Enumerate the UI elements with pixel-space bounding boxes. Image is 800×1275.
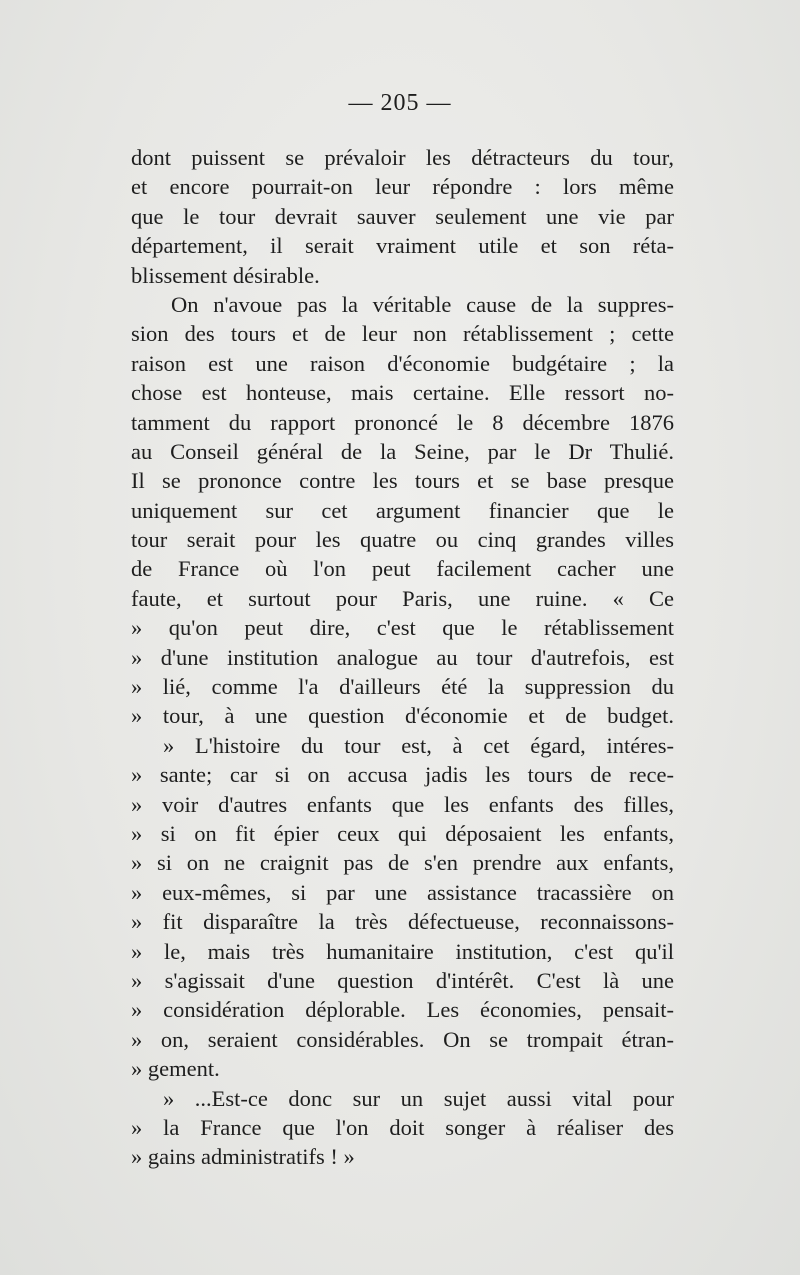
text-line: » gement. bbox=[131, 1056, 220, 1082]
text-line: » sante; car si on accusa jadis les tours de rece- bbox=[131, 762, 674, 788]
text-line: » fit disparaître la très défectueuse, reconnaissons- bbox=[131, 909, 674, 935]
text-line: uniquement sur cet argument financier que le bbox=[131, 497, 674, 523]
text-line: » eux-mêmes, si par une assistance tracassière on bbox=[131, 879, 674, 905]
text-line: » si on fit épier ceux qui déposaient les enfants, bbox=[131, 820, 674, 846]
text-line: sion des tours et de leur non rétablissement ; cette bbox=[131, 321, 674, 347]
page-number: — 205 — bbox=[348, 90, 452, 116]
text-line: » ...Est-ce donc sur un sujet aussi vital pour bbox=[163, 1085, 674, 1111]
text-line: » on, seraient considérables. On se trompait étran- bbox=[131, 1026, 674, 1052]
text-line: » lié, comme l'a d'ailleurs été la suppression du bbox=[131, 674, 674, 700]
text-line: » la France que l'on doit songer à réaliser des bbox=[131, 1114, 674, 1140]
text-line: » L'histoire du tour est, à cet égard, intéres- bbox=[163, 732, 674, 758]
text-line: » tour, à une question d'économie et de budget. bbox=[131, 703, 674, 729]
text-line: » qu'on peut dire, c'est que le rétablissement bbox=[131, 615, 674, 641]
body-text bbox=[131, 143, 674, 1172]
text-line: raison est une raison d'économie budgétaire ; la bbox=[131, 350, 674, 376]
text-line: » d'une institution analogue au tour d'autrefois, est bbox=[131, 644, 674, 670]
text-line: » si on ne craignit pas de s'en prendre aux enfants, bbox=[131, 850, 674, 876]
text-line: tamment du rapport prononcé le 8 décembre 1876 bbox=[131, 409, 674, 435]
text-line: » considération déplorable. Les économies, pensait- bbox=[131, 997, 674, 1023]
text-line: » s'agissait d'une question d'intérêt. C'est là une bbox=[131, 967, 674, 993]
text-line: » gains administratifs ! » bbox=[131, 1144, 355, 1170]
text-line: chose est honteuse, mais certaine. Elle ressort no- bbox=[131, 380, 674, 406]
text-line: et encore pourrait-on leur répondre : lors même bbox=[131, 174, 674, 200]
text-line: On n'avoue pas la véritable cause de la suppres- bbox=[171, 291, 674, 317]
text-line: département, il serait vraiment utile et son réta- bbox=[131, 233, 674, 259]
text-line: tour serait pour les quatre ou cinq grandes villes bbox=[131, 527, 674, 553]
text-line: faute, et surtout pour Paris, une ruine. « Ce bbox=[131, 585, 674, 611]
text-line: au Conseil général de la Seine, par le Dr Thulié. bbox=[131, 438, 674, 464]
text-line: dont puissent se prévaloir les détracteurs du tour, bbox=[131, 145, 674, 170]
text-line: que le tour devrait sauver seulement une vie par bbox=[131, 203, 674, 229]
text-line: Il se prononce contre les tours et se base presque bbox=[131, 468, 674, 494]
text-line: » le, mais très humanitaire institution, c'est qu'il bbox=[131, 938, 674, 964]
text-line: de France où l'on peut facilement cacher une bbox=[131, 556, 674, 582]
text-line: » voir d'autres enfants que les enfants des filles, bbox=[131, 791, 674, 817]
text-line: blissement désirable. bbox=[131, 262, 320, 288]
